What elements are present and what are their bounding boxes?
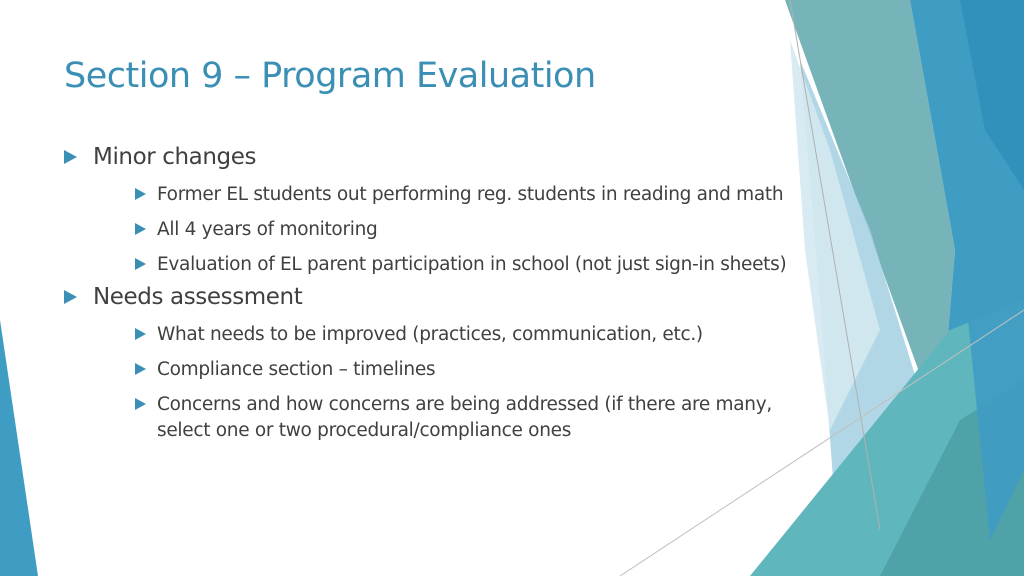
list-item-text: Evaluation of EL parent participation in school (not just sign-in sheets) (157, 254, 787, 275)
slide-content (64, 142, 824, 444)
sub-list (93, 322, 824, 444)
list-item (93, 322, 824, 348)
bullet-arrow-icon (135, 398, 146, 410)
list-item (93, 392, 824, 444)
list-item-text: All 4 years of monitoring (157, 219, 378, 240)
facet-left-edge (0, 320, 38, 576)
bullet-arrow-icon (135, 188, 146, 200)
list-item (93, 252, 824, 278)
bullet-arrow-icon (135, 328, 146, 340)
bullet-arrow-icon (135, 258, 146, 270)
list-item (93, 217, 824, 243)
section-heading: Minor changes (93, 144, 257, 170)
sub-list (93, 182, 824, 278)
bullet-arrow-icon (64, 150, 77, 164)
section-heading: Needs assessment (93, 284, 303, 310)
list-item (93, 357, 824, 383)
bullet-arrow-icon (135, 363, 146, 375)
section-needs-assessment (64, 282, 824, 444)
bullet-arrow-icon (135, 223, 146, 235)
bullet-arrow-icon (64, 290, 77, 304)
slide-title: Section 9 – Program Evaluation (64, 56, 596, 96)
list-item-text: Former EL students out performing reg. students in reading and math (157, 184, 784, 205)
list-item-text: Concerns and how concerns are being addressed (if there are many, select one or two procedural/compliance ones (157, 394, 772, 441)
list-item-text: What needs to be improved (practices, communication, etc.) (157, 324, 703, 345)
list-item (93, 182, 824, 208)
list-item-text: Compliance section – timelines (157, 359, 436, 380)
section-minor-changes (64, 142, 824, 278)
